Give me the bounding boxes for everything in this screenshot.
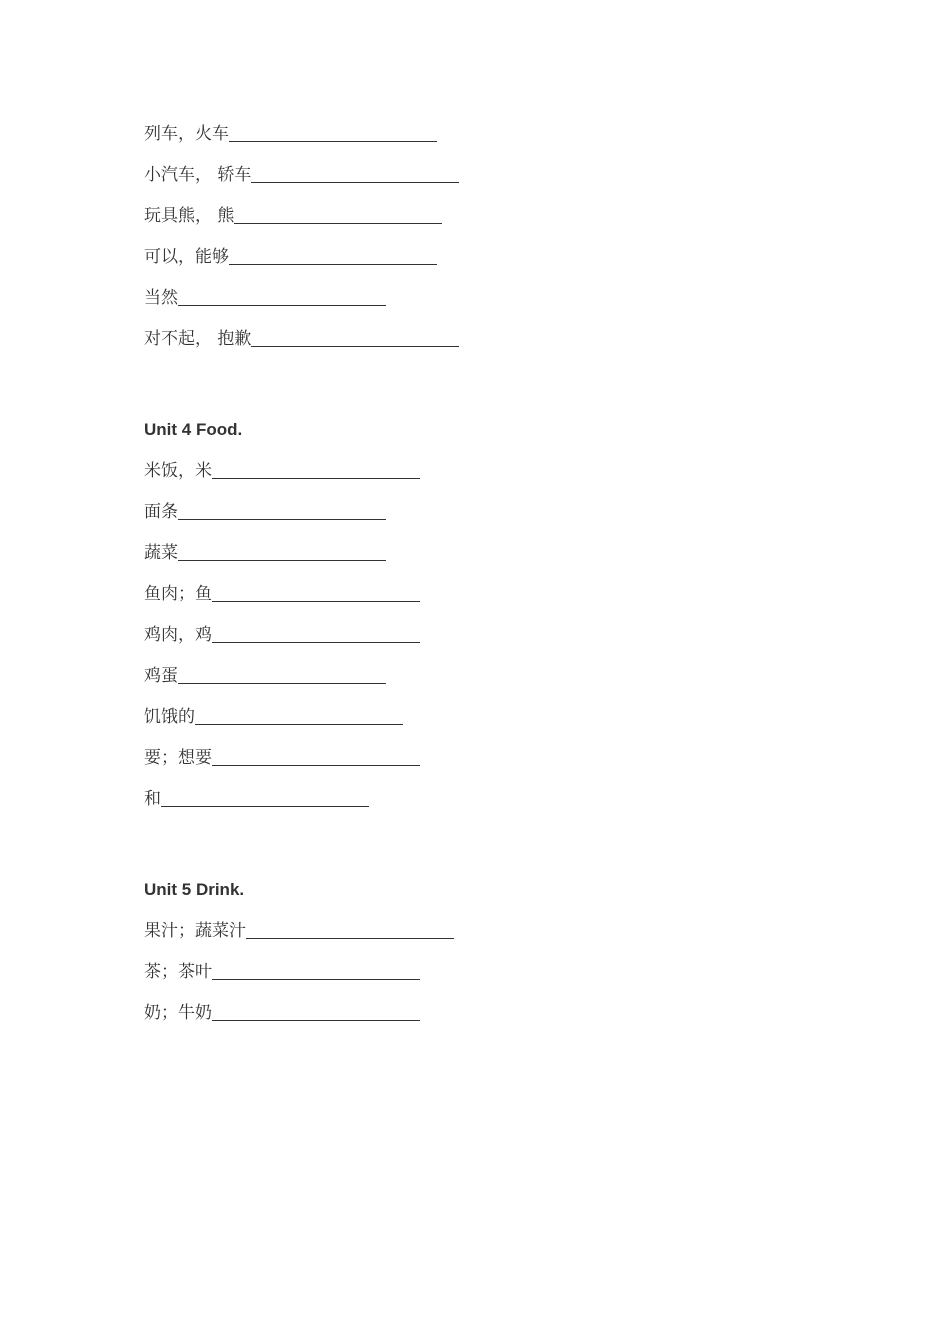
answer-blank bbox=[234, 222, 442, 224]
vocab-prompt: 茶；茶叶 bbox=[144, 962, 212, 982]
vocab-item bbox=[144, 206, 442, 226]
answer-blank bbox=[178, 682, 386, 684]
vocab-prompt: 要；想要 bbox=[144, 748, 212, 768]
answer-blank bbox=[212, 477, 420, 479]
vocab-item bbox=[144, 247, 437, 267]
vocab-prompt: 和 bbox=[144, 789, 161, 809]
vocab-item bbox=[144, 124, 437, 144]
vocab-prompt: 鸡蛋 bbox=[144, 666, 178, 686]
vocab-item bbox=[144, 666, 386, 686]
vocab-prompt: 面条 bbox=[144, 502, 178, 522]
answer-blank bbox=[178, 304, 386, 306]
vocab-item bbox=[144, 962, 420, 982]
vocab-item bbox=[144, 584, 420, 604]
answer-blank bbox=[212, 764, 420, 766]
vocab-prompt: 对不起， 抱歉 bbox=[144, 329, 252, 349]
unit-heading: Unit 4 Food. bbox=[144, 420, 243, 439]
vocab-item bbox=[144, 789, 369, 809]
answer-blank bbox=[212, 1019, 420, 1021]
answer-blank bbox=[178, 518, 386, 520]
unit-heading: Unit 5 Drink. bbox=[144, 880, 245, 899]
vocab-item bbox=[144, 165, 459, 185]
vocab-prompt: 蔬菜 bbox=[144, 543, 178, 563]
answer-blank bbox=[246, 937, 454, 939]
answer-blank bbox=[212, 600, 420, 602]
answer-blank bbox=[229, 140, 437, 142]
vocab-item bbox=[144, 543, 386, 563]
vocab-item bbox=[144, 921, 454, 941]
vocab-item bbox=[144, 748, 420, 768]
vocab-prompt: 可以，能够 bbox=[144, 247, 229, 267]
vocab-prompt: 米饭，米 bbox=[144, 461, 212, 481]
vocab-prompt: 小汽车， 轿车 bbox=[144, 165, 252, 185]
vocab-prompt: 当然 bbox=[144, 288, 178, 308]
vocab-prompt: 饥饿的 bbox=[144, 707, 195, 727]
vocab-item bbox=[144, 625, 420, 645]
answer-blank bbox=[251, 181, 459, 183]
vocab-item bbox=[144, 329, 459, 349]
answer-blank bbox=[212, 978, 420, 980]
vocab-prompt: 奶；牛奶 bbox=[144, 1003, 212, 1023]
vocab-item bbox=[144, 707, 403, 727]
vocab-item bbox=[144, 1003, 420, 1023]
answer-blank bbox=[195, 723, 403, 725]
answer-blank bbox=[161, 805, 369, 807]
answer-blank bbox=[212, 641, 420, 643]
vocab-prompt: 果汁；蔬菜汁 bbox=[144, 921, 246, 941]
vocab-prompt: 鸡肉，鸡 bbox=[144, 625, 212, 645]
answer-blank bbox=[229, 263, 437, 265]
answer-blank bbox=[178, 559, 386, 561]
vocab-prompt: 鱼肉；鱼 bbox=[144, 584, 212, 604]
vocab-item bbox=[144, 288, 386, 308]
vocab-item bbox=[144, 461, 420, 481]
answer-blank bbox=[251, 345, 459, 347]
vocab-prompt: 列车，火车 bbox=[144, 124, 229, 144]
vocab-item bbox=[144, 502, 386, 522]
vocab-prompt: 玩具熊， 熊 bbox=[144, 206, 235, 226]
